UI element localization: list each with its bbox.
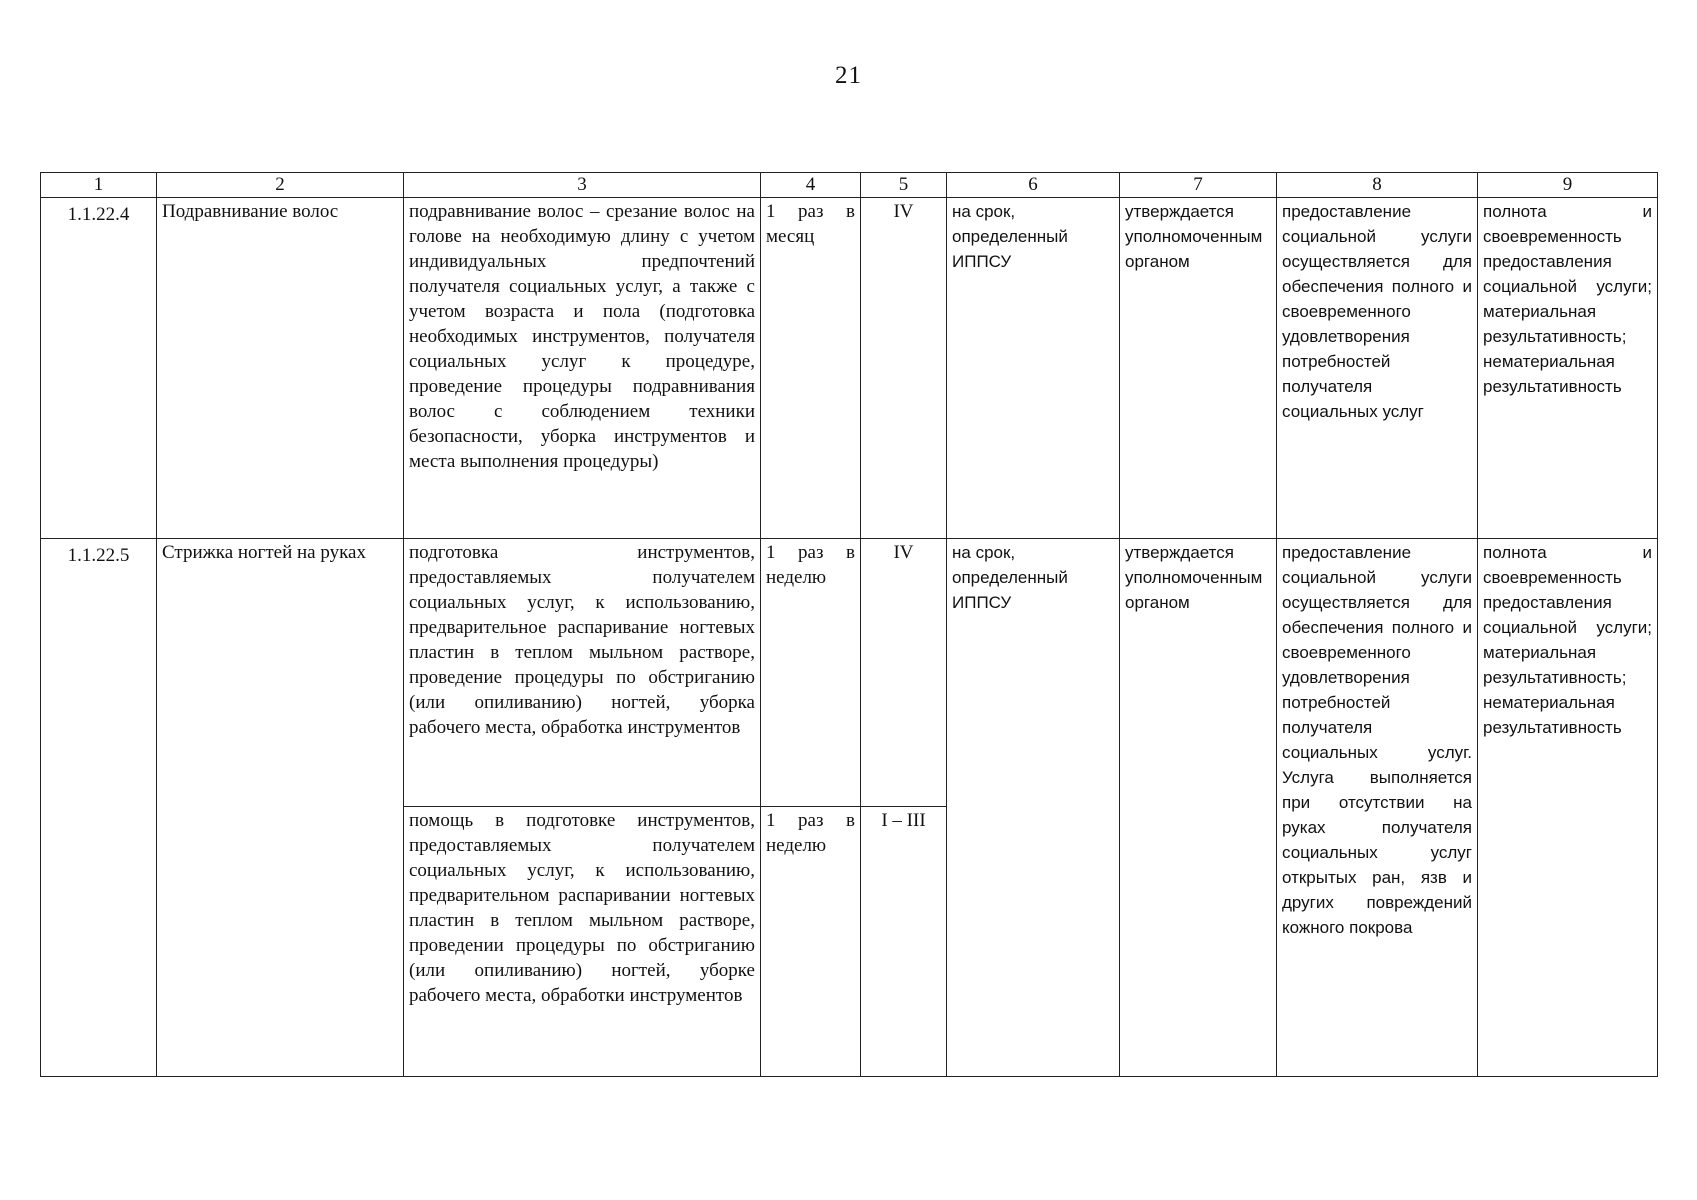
header-cell: 9: [1478, 173, 1658, 198]
service-term: на срок, определенный ИППСУ: [947, 539, 1120, 1077]
recipient-group: IV: [861, 539, 947, 807]
header-cell: 3: [404, 173, 761, 198]
service-description: подготовка инструментов, предоставляемых получателем социальных услуг, к использованию, предварительное распаривание ногтевых пластин в теплом мыльном растворе, проведение процедуры по обстриганию (или опиливанию) ногтей, уборка рабочего места, обработка инструментов: [404, 539, 761, 807]
service-cost: утверждается уполномоченным органом: [1120, 539, 1277, 1077]
quality-indicators: полнота и своевременность предоставления социальной услуги; материальная результативность; нематериальная результативность: [1478, 198, 1658, 539]
recipient-group: IV: [861, 198, 947, 539]
header-cell: 7: [1120, 173, 1277, 198]
service-cost: утверждается уполномоченным органом: [1120, 198, 1277, 539]
header-cell: 6: [947, 173, 1120, 198]
service-description: подравнивание волос – срезание волос на голове на необходимую длину с учетом индивидуальных предпочтений получателя социальных услуг, а также с учетом возраста и пола (подготовка необходимых инструментов, получателя социальных услуг к процедуре, проведение процедуры подравнивания волос с соблюдением техники безопасности, уборка инструментов и места выполнения процедуры): [404, 198, 761, 539]
service-conditions: предоставление социальной услуги осуществляется для обеспечения полного и своевременного удовлетворения потребностей получателя социальных услуг: [1277, 198, 1478, 539]
services-table: [40, 172, 1658, 1077]
table-row: [41, 539, 1658, 807]
header-cell: 2: [157, 173, 404, 198]
header-cell: 1: [41, 173, 157, 198]
service-name: Подравнивание волос: [157, 198, 404, 539]
service-code: 1.1.22.4: [41, 198, 157, 539]
service-frequency: 1 раз в неделю: [761, 807, 861, 1077]
table-row: [41, 198, 1658, 539]
header-row: [41, 173, 1658, 198]
service-frequency: 1 раз в месяц: [761, 198, 861, 539]
service-description: помощь в подготовке инструментов, предоставляемых получателем социальных услуг, к использованию, предварительном распаривании ногтевых пластин в теплом мыльном растворе, проведении процедуры по обстриганию (или опиливанию) ногтей, уборке рабочего места, обработки инструментов: [404, 807, 761, 1077]
service-term: на срок, определенный ИППСУ: [947, 198, 1120, 539]
service-conditions: предоставление социальной услуги осуществляется для обеспечения полного и своевременного удовлетворения потребностей получателя социальных услуг. Услуга выполняется при отсутствии на руках получателя социальных услуг открытых ран, язв и других повреждений кожного покрова: [1277, 539, 1478, 1077]
header-cell: 4: [761, 173, 861, 198]
service-code: 1.1.22.5: [41, 539, 157, 1077]
page-number: 21: [835, 62, 862, 89]
service-frequency: 1 раз в неделю: [761, 539, 861, 807]
header-cell: 5: [861, 173, 947, 198]
service-name: Стрижка ногтей на руках: [157, 539, 404, 1077]
header-cell: 8: [1277, 173, 1478, 198]
recipient-group: I – III: [861, 807, 947, 1077]
quality-indicators: полнота и своевременность предоставления социальной услуги; материальная результативность; нематериальная результативность: [1478, 539, 1658, 1077]
